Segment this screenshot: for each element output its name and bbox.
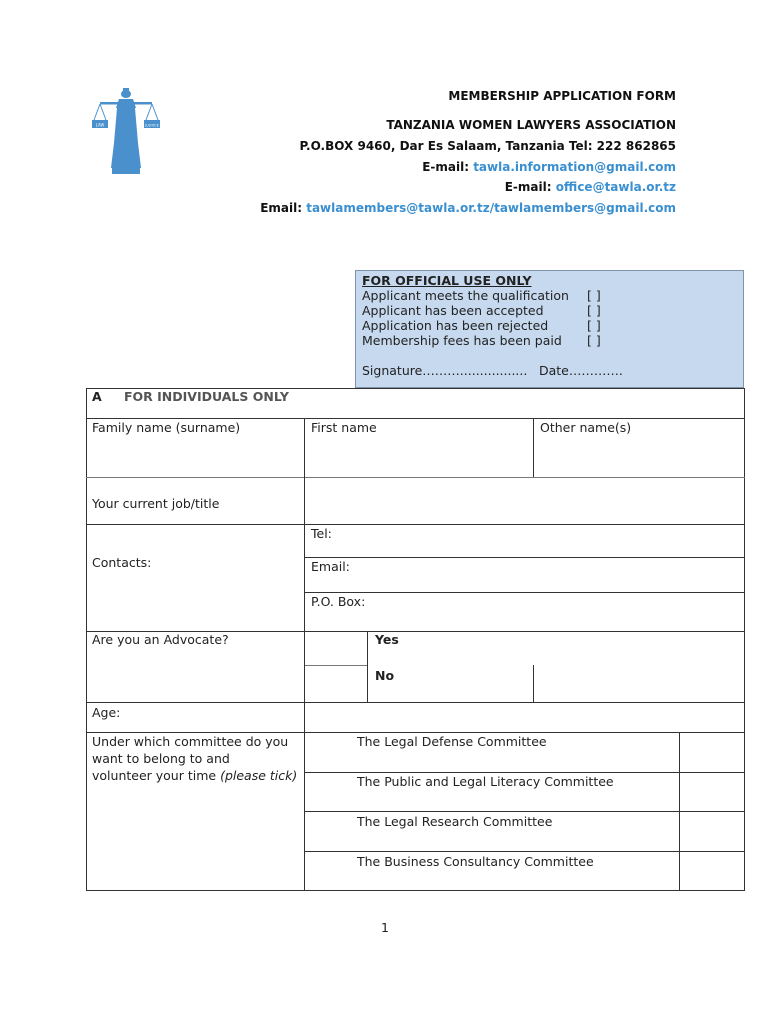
age-label: Age: (92, 705, 121, 720)
email-field-label: Email: (311, 559, 350, 574)
first-name-label: First name (311, 420, 377, 435)
committee-option: The Business Consultancy Committee (357, 854, 594, 869)
section-title: FOR INDIVIDUALS ONLY (124, 389, 289, 404)
family-name-label: Family name (surname) (92, 420, 241, 435)
committee-question-line1: Under which committee do you (92, 734, 289, 749)
email-link[interactable]: office@tawla.or.tz (555, 180, 676, 194)
job-title-label: Your current job/title (92, 496, 220, 511)
committee-question-line3 (92, 768, 297, 783)
official-checkbox[interactable]: [ ] (587, 288, 601, 303)
email-field[interactable] (355, 558, 744, 592)
committee-tick-box[interactable] (680, 773, 744, 811)
official-use-box (355, 270, 744, 388)
po-box-label: P.O. Box: (311, 594, 366, 609)
email-label: Email: (260, 201, 303, 215)
advocate-yes-label: Yes (375, 632, 399, 647)
committee-question-text: volunteer your time (92, 768, 217, 783)
official-use-title: FOR OFFICIAL USE ONLY (362, 273, 532, 288)
tel-field[interactable] (340, 525, 744, 557)
page-number: 1 (381, 920, 389, 935)
other-names-field[interactable] (534, 436, 744, 477)
section-letter: A (92, 389, 102, 404)
email-link[interactable]: tawlamembers@tawla.or.tz/tawlamembers@gmail.com (306, 201, 676, 215)
committee-tick-box[interactable] (680, 812, 744, 851)
committee-option: The Legal Research Committee (357, 814, 553, 829)
official-item-label: Membership fees has been paid (362, 333, 562, 348)
other-names-label: Other name(s) (540, 420, 632, 435)
committee-option: The Public and Legal Literacy Committee (357, 774, 614, 789)
email-line-3 (260, 201, 676, 215)
email-link[interactable]: tawla.information@gmail.com (473, 160, 676, 174)
official-item-label: Applicant has been accepted (362, 303, 544, 318)
advocate-no-label: No (375, 668, 395, 683)
advocate-label: Are you an Advocate? (92, 632, 229, 647)
official-item-label: Application has been rejected (362, 318, 549, 333)
official-signature[interactable]: Signature………................. (362, 363, 528, 378)
po-box-field[interactable] (372, 593, 744, 631)
official-checkbox[interactable]: [ ] (587, 303, 601, 318)
official-checkbox[interactable]: [ ] (587, 318, 601, 333)
job-title-field[interactable] (305, 478, 744, 524)
committee-question-hint: (please tick) (220, 768, 298, 783)
email-label: E-mail: (504, 180, 552, 194)
committee-tick-box[interactable] (680, 733, 744, 772)
committee-option: The Legal Defense Committee (357, 734, 547, 749)
advocate-no-tick-box[interactable] (305, 666, 367, 702)
email-label: E-mail: (422, 160, 469, 174)
age-field[interactable] (305, 703, 744, 732)
committee-question-line2: want to belong to and (92, 751, 230, 766)
advocate-yes-tick-box[interactable] (305, 632, 367, 665)
official-checkbox[interactable]: [ ] (587, 333, 601, 348)
first-name-field[interactable] (305, 436, 533, 477)
contacts-label: Contacts: (92, 555, 152, 570)
committee-tick-box[interactable] (680, 852, 744, 890)
family-name-field[interactable] (87, 436, 304, 477)
tawla-logo (92, 88, 160, 176)
official-item-label: Applicant meets the qualification (362, 288, 569, 303)
organization-address: P.O.BOX 9460, Dar Es Salaam, Tanzania Tel: 222 862865 (299, 139, 676, 153)
form-title: MEMBERSHIP APPLICATION FORM (448, 89, 676, 103)
organization-name: TANZANIA WOMEN LAWYERS ASSOCIATION (386, 118, 676, 132)
email-line-2 (505, 180, 676, 194)
logo-justice-text: JUSTICE (145, 123, 159, 128)
official-date[interactable]: Date…………. (539, 363, 623, 378)
logo-law-text: LAW (95, 122, 105, 128)
tel-label: Tel: (311, 526, 332, 541)
email-line-1 (422, 160, 676, 174)
